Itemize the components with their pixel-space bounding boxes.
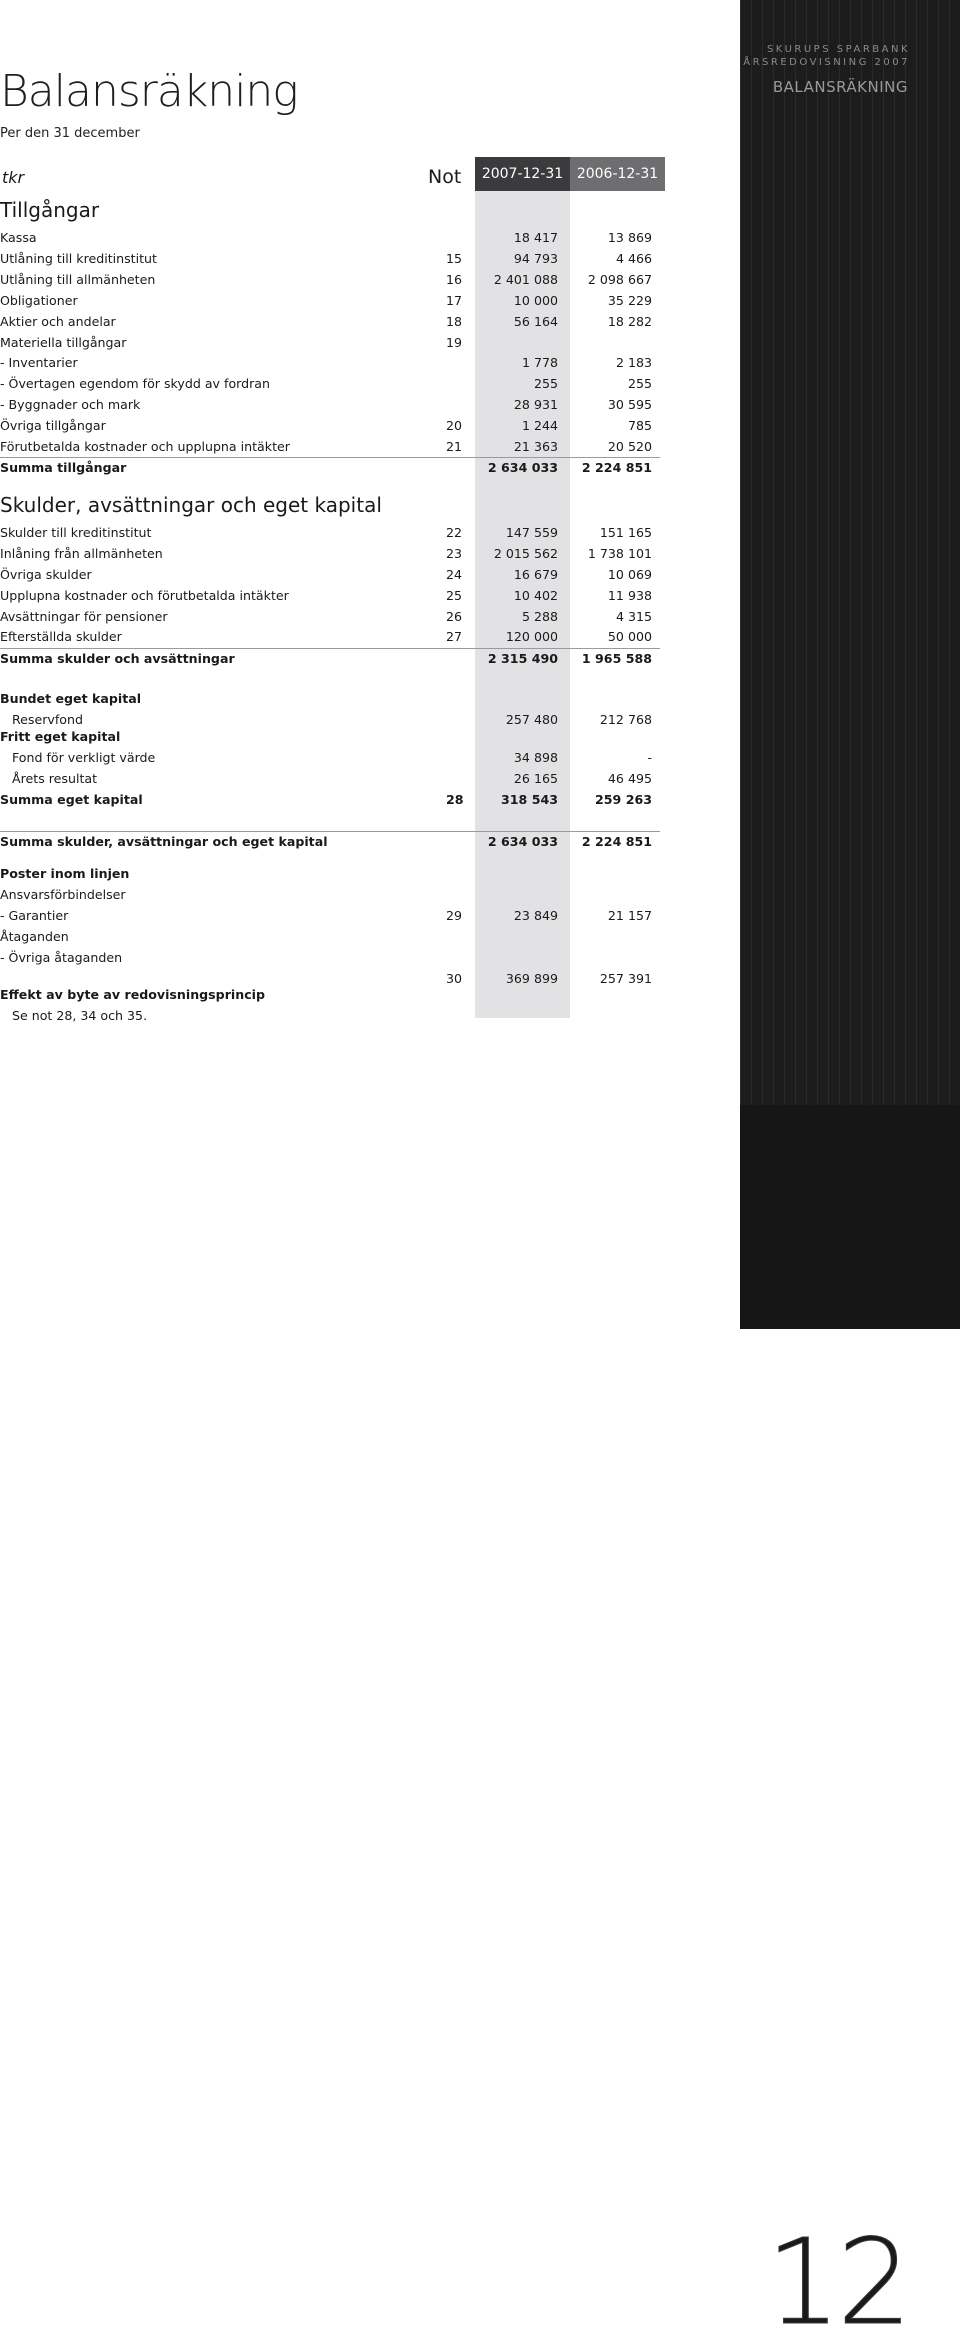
row-label: Övriga tillgångar [0,418,106,433]
note-column-header: Not [428,166,462,188]
row-value-2006: 11 938 [607,588,652,603]
row-label: Summa eget kapital [0,792,143,807]
row-note: 16 [446,272,463,287]
row-value-2007: 369 899 [505,971,558,986]
sidebar [740,0,960,2351]
row-value-2006: 20 520 [607,439,652,454]
row-label: Förutbetalda kostnader och upplupna intäkter [0,439,290,454]
row-value-2007: 28 931 [513,397,558,412]
row-label: Efterställda skulder [0,629,122,644]
row-value-2007: 56 164 [513,314,558,329]
row-label: Avsättningar för pensioner [0,609,168,624]
table-row [0,374,660,394]
row-label: - Garantier [0,908,69,923]
row-value-2006: 46 495 [607,771,652,786]
row-label: Årets resultat [12,771,98,786]
row-value-2006: 4 466 [615,251,652,266]
row-value-2006: 30 595 [607,397,652,412]
table-row [0,927,660,947]
row-value-2006: 50 000 [607,629,652,644]
table-summary-row [0,831,660,852]
sidebar-section-name: BALANSRÄKNING [772,78,908,96]
row-value-2007: 1 778 [521,355,558,370]
row-value-2006: 21 157 [607,908,652,923]
row-value-2006: 259 263 [595,792,652,807]
section-heading-liabilities: Skulder, avsättningar och eget kapital [0,493,382,517]
row-value-2007: 147 559 [505,525,558,540]
column-header-2007: 2007-12-31 [475,157,570,191]
row-label: Åtaganden [0,929,69,944]
row-label: Effekt av byte av redovisningsprincip [0,987,265,1002]
row-label: Kassa [0,230,37,245]
row-note: 28 [446,792,464,807]
row-value-2007: 1 244 [521,418,558,433]
table-row [0,437,660,457]
row-value-2006: 2 098 667 [587,272,652,287]
table-row [0,333,660,353]
row-label: Summa skulder och avsättningar [0,651,235,666]
row-label: Fritt eget kapital [0,729,121,744]
row-label: Utlåning till kreditinstitut [0,251,157,266]
row-value-2006: 212 768 [599,712,652,727]
sidebar-org-name: SKURUPS SPARBANK [766,44,910,55]
table-row [0,395,660,415]
table-row [0,228,660,248]
row-label: Övriga skulder [0,567,92,582]
row-label: Fond för verkligt värde [12,750,156,765]
table-row [0,985,660,1005]
table-row [0,523,660,543]
table-row [0,353,660,373]
row-label: - Byggnader och mark [0,397,141,412]
row-value-2007: 255 [533,376,558,391]
table-row [0,948,660,968]
section-heading-assets: Tillgångar [0,198,100,222]
row-value-2006: 151 165 [599,525,652,540]
row-value-2007: 94 793 [513,251,558,266]
row-label: Bundet eget kapital [0,691,142,706]
row-value-2007: 34 898 [513,750,558,765]
row-label: Aktier och andelar [0,314,116,329]
row-value-2007: 10 402 [513,588,558,603]
row-value-2006: 785 [627,418,652,433]
row-note: 22 [446,525,463,540]
row-value-2007: 257 480 [505,712,558,727]
row-label: - Övriga åtaganden [0,950,123,965]
table-row [0,416,660,436]
page-number-panel [740,1105,960,2351]
row-value-2006: 2 224 851 [581,460,652,475]
row-note: 30 [446,971,463,986]
row-label: Upplupna kostnader och förutbetalda intäkter [0,588,289,603]
row-label: - Inventarier [0,355,78,370]
row-value-2006: 4 315 [615,609,652,624]
column-header-2006: 2006-12-31 [570,157,665,191]
row-value-2007: 2 015 562 [493,546,558,561]
table-row [0,689,660,709]
row-value-2006: 2 183 [615,355,652,370]
row-value-2007: 120 000 [505,629,558,644]
row-note: 17 [446,293,463,308]
row-value-2007: 23 849 [513,908,558,923]
table-row [0,885,660,905]
table-row [0,565,660,585]
row-label: Materiella tillgångar [0,335,127,350]
row-note: 29 [446,908,463,923]
row-note: 15 [446,251,463,266]
row-value-2006: 2 224 851 [581,834,652,849]
page-title: Balansräkning [0,66,298,117]
row-label: Poster inom linjen [0,866,130,881]
row-label: Se not 28, 34 och 35. [12,1008,148,1023]
row-label: Summa tillgångar [0,460,127,475]
row-note: 21 [446,439,463,454]
table-row [0,790,660,810]
row-value-2007: 16 679 [513,567,558,582]
row-value-2007: 5 288 [521,609,558,624]
row-note: 20 [446,418,463,433]
table-row [0,906,660,926]
row-note: 24 [446,567,463,582]
row-note: 26 [446,609,463,624]
row-label: Obligationer [0,293,78,308]
row-value-2006: 13 869 [607,230,652,245]
row-value-2006: 1 738 101 [587,546,652,561]
row-value-2006: 255 [627,376,652,391]
table-row [0,312,660,332]
row-note: 27 [446,629,463,644]
row-label: - Övertagen egendom för skydd av fordran [0,376,270,391]
row-value-2006: 1 965 588 [581,651,652,666]
row-note: 23 [446,546,463,561]
row-value-2007: 21 363 [513,439,558,454]
row-value-2006: 257 391 [599,971,652,986]
row-value-2007: 26 165 [513,771,558,786]
table-row [0,727,660,747]
page-subtitle: Per den 31 december [0,126,140,141]
row-value-2007: 10 000 [513,293,558,308]
row-value-2006: 35 229 [607,293,652,308]
row-value-2006: 18 282 [607,314,652,329]
unit-label: tkr [2,168,25,187]
row-value-2007: 318 543 [501,792,558,807]
table-row [0,864,660,884]
row-value-2007: 2 401 088 [493,272,558,287]
table-row [0,291,660,311]
table-row [0,1006,660,1026]
table-row [0,270,660,290]
row-note: 25 [446,588,463,603]
table-row [0,769,660,789]
row-label: Summa skulder, avsättningar och eget kapital [0,834,328,849]
row-label: Skulder till kreditinstitut [0,525,152,540]
row-note: 19 [446,335,463,350]
table-row [0,748,660,768]
row-label: Reservfond [12,712,83,727]
row-value-2006: - [647,750,652,765]
row-label: Utlåning till allmänheten [0,272,156,287]
table-summary-row [0,457,660,478]
row-note: 18 [446,314,463,329]
table-row [0,249,660,269]
row-label: Ansvarsförbindelser [0,887,126,902]
table-row [0,627,660,647]
row-value-2007: 2 634 033 [487,834,558,849]
table-row [0,586,660,606]
row-label: Inlåning från allmänheten [0,546,163,561]
table-summary-row [0,648,660,669]
row-value-2007: 2 315 490 [487,651,558,666]
row-value-2006: 10 069 [607,567,652,582]
table-row [0,607,660,627]
page-number: 12 [766,2213,909,2351]
row-value-2007: 2 634 033 [487,460,558,475]
sidebar-report-name: ÅRSREDOVISNING 2007 [743,57,910,68]
table-row [0,544,660,564]
row-value-2007: 18 417 [513,230,558,245]
